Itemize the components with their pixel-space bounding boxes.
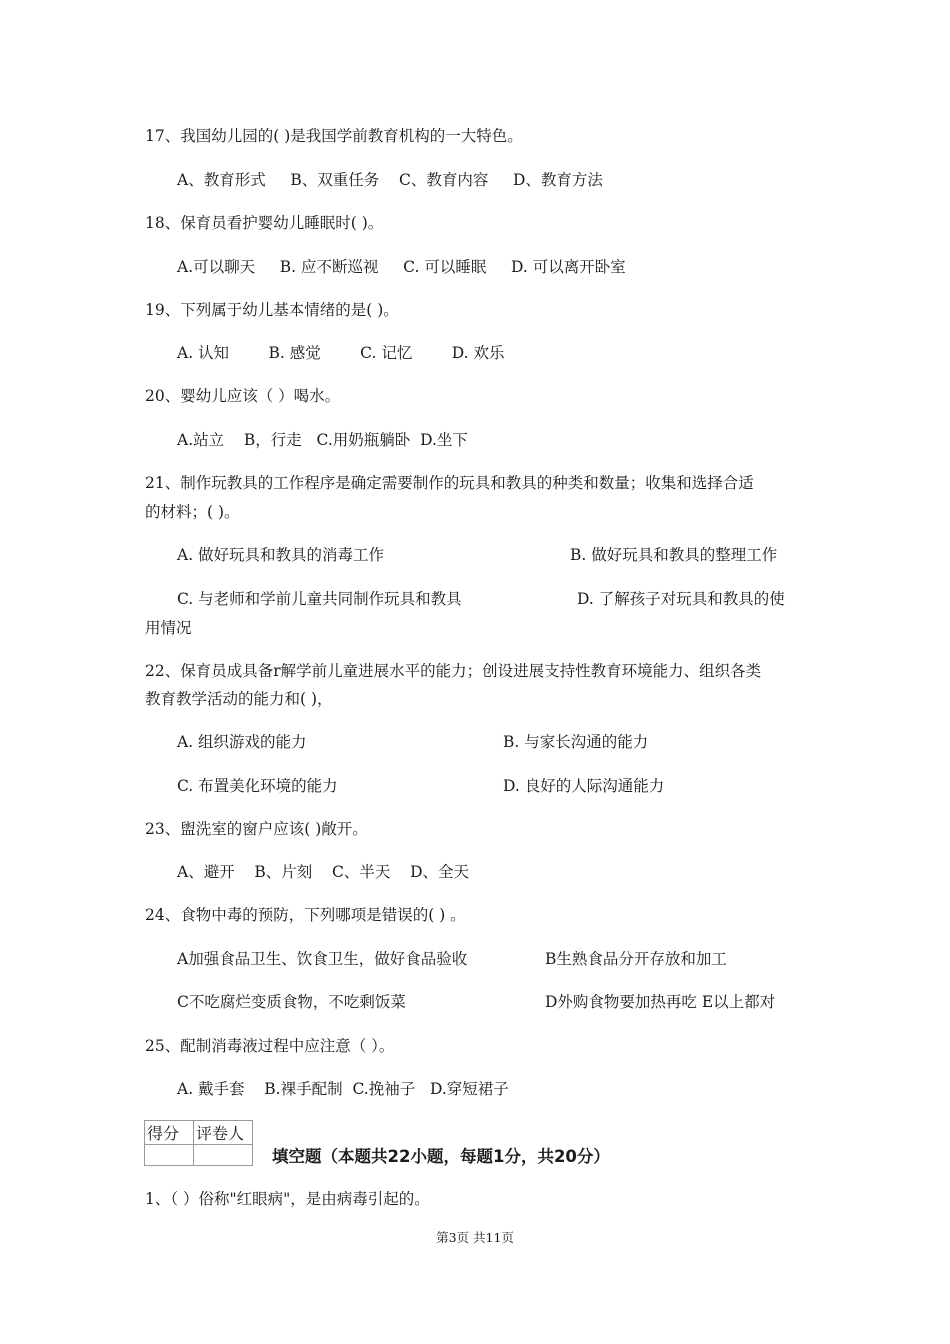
option-c: C.挽袖子 [352,1080,416,1098]
option-a: A. 认知 [177,344,230,362]
question-23-stem: 23、盥洗室的窗户应该( )敞开。 [145,820,368,838]
question-22-option-a: A. 组织游戏的能力 [177,733,307,751]
option-a: A.站立 [177,431,225,449]
question-18-options [177,257,626,277]
question-24-stem: 24、食物中毒的预防，下列哪项是错误的( ) 。 [145,906,466,924]
option-b: B.裸手配制 [264,1080,343,1098]
question-19-options [177,343,504,363]
question-25-options [177,1079,509,1099]
option-c: C.用奶瓶躺卧 [316,431,411,449]
option-d: D. 欢乐 [451,344,505,362]
option-b: B，行走 [243,431,302,449]
option-d: D.穿短裙子 [429,1080,509,1098]
question-19-stem: 19、下列属于幼儿基本情绪的是( )。 [145,301,399,319]
option-d: D、全天 [410,863,470,881]
question-21-option-d-continued: 用情况 [145,619,192,637]
question-21-option-c: C. 与老师和学前儿童共同制作玩具和教具 [177,590,462,608]
question-21-option-a: A. 做好玩具和教具的消毒工作 [177,546,385,564]
question-24-option-a: A加强食品卫生、饮食卫生，做好食品验收 [177,950,468,968]
option-c: C. 记忆 [360,344,413,362]
question-22-option-b: B. 与家长沟通的能力 [503,733,649,751]
question-20-stem: 20、婴幼儿应该（ ）喝水。 [145,387,341,405]
option-b: B. 感觉 [268,344,321,362]
option-b: B. 应不断巡视 [279,258,379,276]
score-label: 得分 [145,1121,194,1145]
question-25-stem: 25、配制消毒液过程中应注意（ ）。 [145,1037,395,1055]
question-24-option-c: C不吃腐烂变质食物，不吃剩饭菜 [177,993,406,1011]
question-21-stem-line1: 21、制作玩教具的工作程序是确定需要制作的玩具和教具的种类和数量；收集和选择合适 [145,474,754,492]
question-17-stem: 17、我国幼儿园的( )是我国学前教育机构的一大特色。 [145,127,523,145]
question-22-stem-line2: 教育教学活动的能力和( )， [145,690,333,708]
option-d: D、教育方法 [512,171,603,189]
question-24-option-d: D外购食物要加热再吃 E以上都对 [545,993,776,1011]
option-c: C. 可以睡眠 [403,258,487,276]
question-17-options [177,170,603,190]
question-20-options [177,430,468,450]
option-b: B、双重任务 [290,171,380,189]
option-c: C、教育内容 [398,171,489,189]
grader-label: 评卷人 [194,1121,253,1145]
score-table [144,1120,253,1166]
question-21-stem-line2: 的材料；( )。 [145,503,240,521]
option-a: A、避开 [177,863,235,881]
option-d: D. 可以离开卧室 [510,258,626,276]
option-a: A.可以聊天 [177,258,256,276]
question-18-stem: 18、保育员看护婴幼儿睡眠时( )。 [145,214,384,232]
question-24-option-b: B生熟食品分开存放和加工 [545,950,727,968]
question-22-option-c: C. 布置美化环境的能力 [177,777,338,795]
question-23-options [177,862,469,882]
option-a: A、教育形式 [177,171,266,189]
section-title: 填空题（本题共22小题，每题1分，共20分） [272,1147,610,1166]
grader-cell [194,1145,253,1166]
option-b: B、片刻 [254,863,313,881]
question-21-option-d: D. 了解孩子对玩具和教具的使 [577,590,785,608]
fill-blank-question-1: 1、（ ）俗称"红眼病"，是由病毒引起的。 [145,1190,430,1208]
question-21-option-b: B. 做好玩具和教具的整理工作 [570,546,778,564]
option-c: C、半天 [332,863,391,881]
question-22-option-d: D. 良好的人际沟通能力 [503,777,665,795]
option-d: D.坐下 [420,431,468,449]
question-22-stem-line1: 22、保育员成具备r解学前儿童进展水平的能力；创设进展支持性教育环境能力、组织各类 [145,662,762,680]
score-cell [145,1145,194,1166]
page-footer: 第3页 共11页 [436,1230,514,1245]
option-a: A. 戴手套 [177,1080,245,1098]
